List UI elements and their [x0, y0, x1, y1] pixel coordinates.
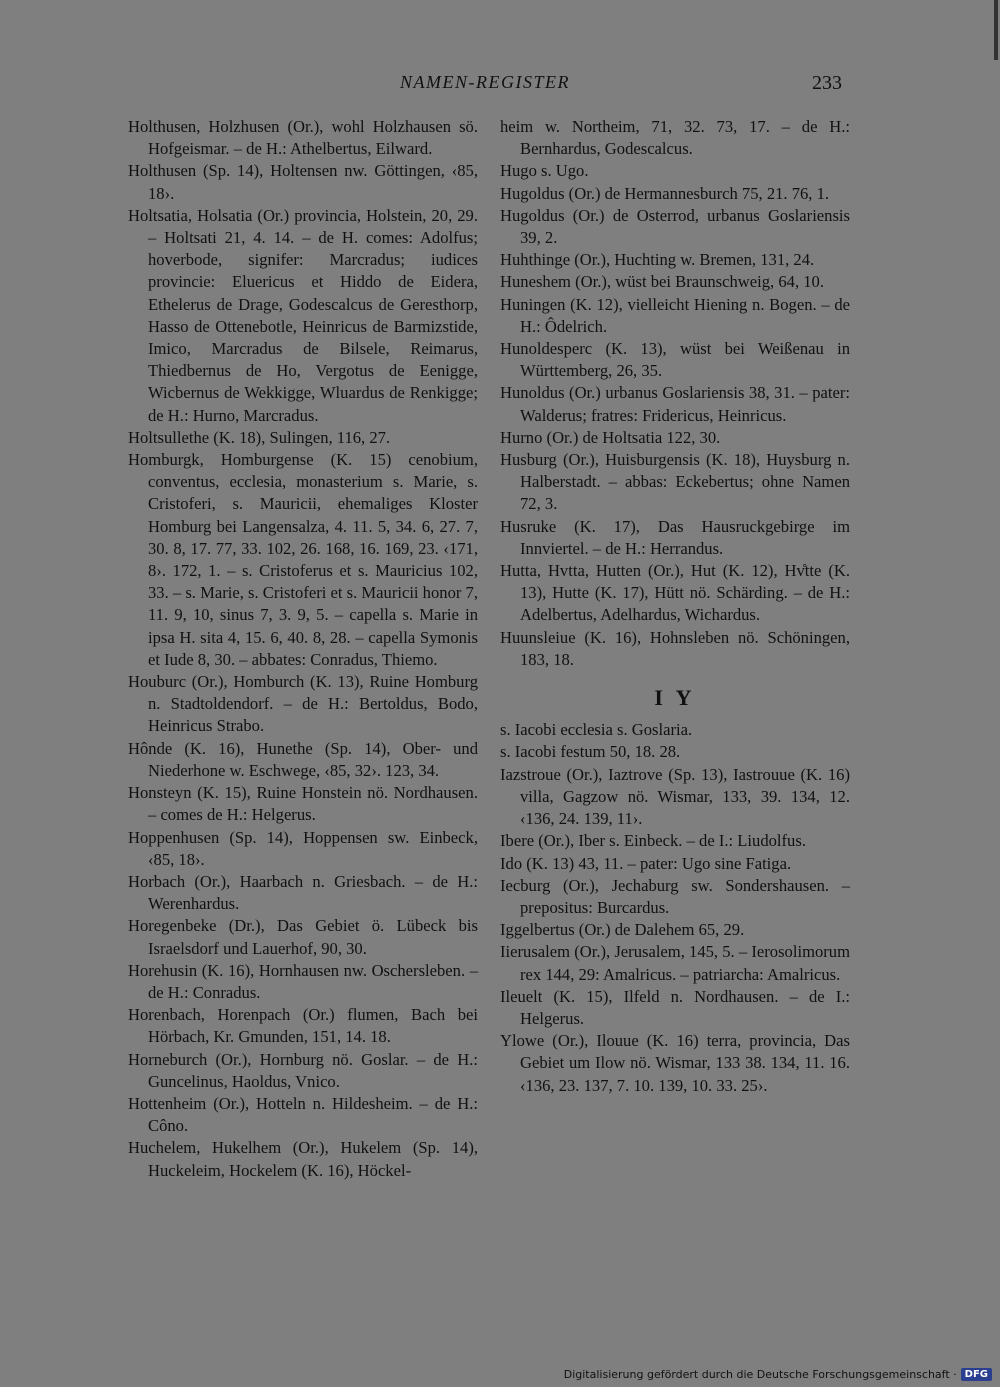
index-entry: s. Iacobi festum 50, 18. 28.	[500, 742, 681, 762]
index-entry: Hugo s. Ugo.	[500, 161, 589, 181]
index-entry: Husruke (K. 17), Das Hausruckgebirge im Innviertel. – de H.: Herrandus.	[500, 516, 850, 558]
dfg-logo: DFG	[961, 1368, 992, 1381]
index-entry: heim w. Northeim, 71, 32. 73, 17. – de H.: Bernhardus, Godescalcus.	[500, 117, 850, 159]
index-entry: Huunsleiue (K. 16), Hohnsleben nö. Schöningen, 183, 18.	[500, 627, 850, 669]
digitization-footer	[564, 1368, 992, 1381]
index-entry: Iecburg (Or.), Jechaburg sw. Sondershausen. – prepositus: Burcardus.	[500, 875, 850, 917]
index-entry: Huchelem, Hukelhem (Or.), Hukelem (Sp. 14), Huckeleim, Hockelem (K. 16), Höckel-	[128, 1138, 478, 1180]
index-entry: Huneshem (Or.), wüst bei Braunschweig, 64, 10.	[500, 272, 824, 292]
index-entry: Horneburch (Or.), Hornburg nö. Goslar. – de H.: Guncelinus, Haoldus, Vnico.	[128, 1049, 478, 1091]
index-entry: Hugoldus (Or.) de Hermannesburch 75, 21. 76, 1.	[500, 183, 830, 203]
index-entry: Honsteyn (K. 15), Ruine Honstein nö. Nordhausen. – comes de H.: Helgerus.	[128, 783, 478, 825]
index-entry: Huningen (K. 12), vielleicht Hiening n. Bogen. – de H.: Ôdelrich.	[500, 294, 850, 336]
index-entry: Ido (K. 13) 43, 11. – pater: Ugo sine Fatiga.	[500, 853, 792, 873]
index-entry: Holtsullethe (K. 18), Sulingen, 116, 27.	[128, 427, 391, 447]
left-column	[128, 116, 478, 1182]
index-entry: Hônde (K. 16), Hunethe (Sp. 14), Ober- und Niederhone w. Eschwege, ‹85, 32›. 123, 34.	[128, 738, 478, 780]
index-entry: s. Iacobi ecclesia s. Goslaria.	[500, 720, 693, 740]
index-entry: Holthusen, Holzhusen (Or.), wohl Holzhausen sö. Hofgeismar. – de H.: Athelbertus, Eilward.	[128, 117, 478, 159]
right-column	[500, 116, 850, 1097]
index-entry: Huhthinge (Or.), Huchting w. Bremen, 131, 24.	[500, 250, 815, 270]
index-entry: Iierusalem (Or.), Jerusalem, 145, 5. – Ierosolimorum rex 144, 29: Amalricus. – patriarcha: Amalricus.	[500, 942, 850, 984]
index-entry: Husburg (Or.), Huisburgensis (K. 18), Huysburg n. Halberstadt. – abbas: Eckebertus; ohne Namen 72, 3.	[500, 450, 850, 514]
index-entry: Hunoldesperc (K. 13), wüst bei Weißenau in Württemberg, 26, 35.	[500, 339, 850, 381]
index-entry: Horenbach, Horenpach (Or.) flumen, Bach bei Hörbach, Kr. Gmunden, 151, 14. 18.	[128, 1005, 478, 1047]
index-entry: Holthusen (Sp. 14), Holtensen nw. Göttingen, ‹85, 18›.	[128, 161, 478, 203]
index-entry: Horbach (Or.), Haarbach n. Griesbach. – de H.: Werenhardus.	[128, 871, 478, 914]
index-entry: Hunoldus (Or.) urbanus Goslariensis 38, 31. – pater: Walderus; fratres: Fridericus, Heinricus.	[500, 383, 850, 425]
index-entry: Iggelbertus (Or.) de Dalehem 65, 29.	[500, 920, 745, 940]
running-header	[120, 72, 850, 100]
index-entry: Hutta, Hvtta, Hutten (Or.), Hut (K. 12), Hv̊tte (K. 13), Hutte (K. 17), Hütt nö. Schärding. – de H.: Adelbertus, Adelhardus, Wichardus.	[500, 561, 850, 625]
index-entry: Ileuelt (K. 15), Ilfeld n. Nordhausen. – de I.: Helgerus.	[500, 986, 850, 1028]
index-entry: Horehusin (K. 16), Hornhausen nw. Oschersleben. – de H.: Conradus.	[128, 960, 478, 1002]
index-entry: Hoppenhusen (Sp. 14), Hoppensen sw. Einbeck, ‹85, 18›.	[128, 827, 478, 869]
index-entry: Iazstroue (Or.), Iaztrove (Sp. 13), Iastrouue (K. 16) villa, Gagzow nö. Wismar, 133, 39. 134, 12. ‹136, 24. 139, 11›.	[500, 764, 850, 829]
footer-text: Digitalisierung gefördert durch die Deutsche Forschungsgemeinschaft ·	[563, 1368, 957, 1381]
index-entry: Houburc (Or.), Homburch (K. 13), Ruine Homburg n. Stadtoldendorf. – de H.: Bertoldus, Bodo, Heinricus Strabo.	[128, 672, 478, 736]
index-entry: Horegenbeke (Dr.), Das Gebiet ö. Lübeck bis Israelsdorf und Lauerhof, 90, 30.	[128, 916, 478, 958]
index-entry: Hurno (Or.) de Holtsatia 122, 30.	[500, 427, 721, 447]
index-entry: Homburgk, Homburgense (K. 15) cenobium, conventus, ecclesia, monasterium s. Marie, s. Cristoferi, s. Mauricii, ehemaliges Kloster Homburg bei Langensalza, 4. 11. 5, 34. 6, 27. 7, 30. 8, 17. 77, 33. 102, 26. 168, 16. 169, 23. ‹171, 8›. 172, 1. – s. Cristoferus et s. Mauricius 102, 33. – s. Marie, s. Cristoferi et s. Mauricii honor 7, 11. 9, 10, sinus 7, 3. 9, 5. – capella s. Marie in ipsa H. sita 4, 15. 6, 40. 8, 28. – capella Symonis et Iude 8, 30. – abbates: Conradus, Thiemo.	[128, 450, 478, 669]
page-number: 233	[812, 72, 842, 94]
scan-edge-mark	[994, 0, 998, 60]
index-entry: Ibere (Or.), Iber s. Einbeck. – de I.: Liudolfus.	[500, 831, 806, 851]
index-entry: Holtsatia, Holsatia (Or.) provincia, Holstein, 20, 29. – Holtsati 21, 4. 14. – de H. comes: Adolfus; hoverbode, signifer: Marcradus; iudices provincie: Eluericus et Hiddo de Eidera, Ethelerus de Drage, Godescalcus de Geresthorp, Hasso de Ottenebotle, Heinricus de Barmizstide, Imico, Marcradus de Bilsele, Reimarus, Thiedbernus de Ho, Vergotus de Eenigge, Wicbernus de Wekkigge, Wluardus de Renkigge; de H.: Hurno, Marcradus.	[128, 205, 478, 425]
index-entry: Hottenheim (Or.), Hotteln n. Hildesheim. – de H.: Côno.	[128, 1093, 478, 1136]
index-entry: Hugoldus (Or.) de Osterrod, urbanus Goslariensis 39, 2.	[500, 205, 850, 248]
section-heading: I Y	[654, 685, 696, 711]
index-entry: Ylowe (Or.), Ilouue (K. 16) terra, provincia, Das Gebiet um Ilow nö. Wismar, 133 38. 134, 11. 16. ‹136, 23. 137, 7. 10. 139, 10. 33. 25›.	[500, 1031, 850, 1095]
header-title: NAMEN-REGISTER	[400, 72, 570, 92]
